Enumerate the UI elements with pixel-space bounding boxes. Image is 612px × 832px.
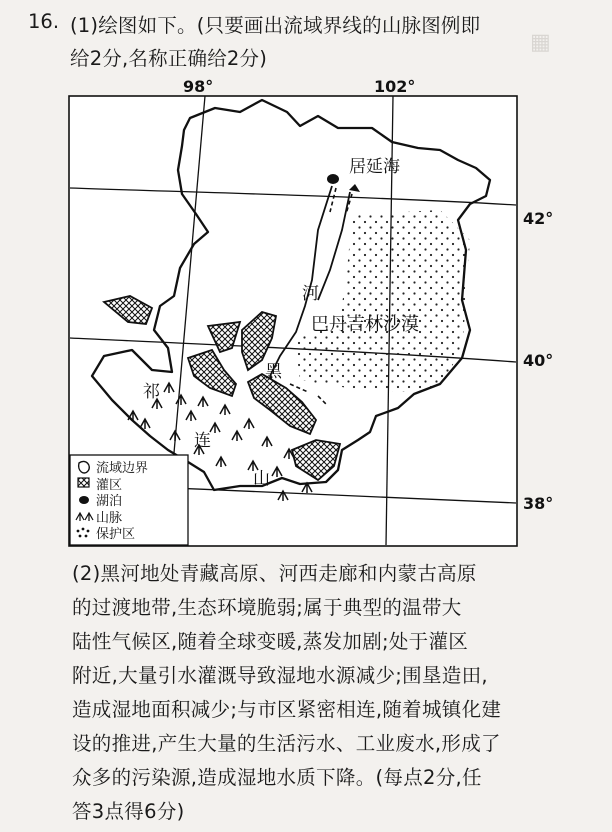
label-hei: 黑	[265, 362, 282, 382]
lake-east-juyan	[327, 174, 339, 184]
answer2-line6: 设的推进,产生大量的生活污水、工业废水,形成了	[72, 732, 501, 755]
legend-label-boundary: 流域边界	[96, 461, 149, 476]
legend-irrigation-icon	[78, 478, 89, 487]
ghost-watermark: ▦	[530, 30, 551, 55]
legend-label-mountain: 山脉	[96, 511, 123, 526]
answer2-line4: 附近,大量引水灌溉导致湿地水源减少;围垦造田,	[72, 664, 488, 687]
question-number: 16.	[28, 10, 60, 33]
lat-label-38: 38°	[523, 494, 554, 513]
lon-label-98: 98°	[183, 77, 214, 96]
answer2-line5: 造成湿地面积减少;与市区紧密相连,随着城镇化建	[72, 698, 502, 721]
part1-line1: (1)绘图如下。(只要画出流域界线的山脉图例即	[70, 14, 481, 37]
legend-label-reserve: 保护区	[96, 527, 136, 542]
label-qi: 祁	[143, 382, 160, 402]
answer2-line1: (2)黑河地处青藏高原、河西走廊和内蒙古高原	[72, 562, 477, 585]
label-shan: 山	[253, 469, 270, 489]
label-lian: 连	[194, 431, 211, 451]
answer2-line2: 的过渡地带,生态环境脆弱;属于典型的温带大	[72, 596, 462, 619]
answer2-line8: 答3点得6分)	[72, 800, 185, 823]
legend-boundary-icon	[79, 461, 90, 473]
label-badain-jaran: 巴丹吉林沙漠	[311, 314, 419, 335]
lat-label-40: 40°	[523, 351, 554, 370]
legend-label-irrigation: 灌区	[96, 478, 123, 493]
legend-label-lake: 湖泊	[96, 494, 123, 509]
lon-label-102: 102°	[374, 77, 416, 96]
legend-lake-icon	[79, 496, 89, 504]
label-juyanhai: 居延海	[349, 157, 400, 177]
lat-label-42: 42°	[523, 209, 554, 228]
answer2-line7: 众多的污染源,造成湿地水质下降。(每点2分,任	[72, 766, 482, 789]
part1-line2: 给2分,名称正确给2分)	[70, 47, 268, 70]
answer2-line3: 陆性气候区,随着全球变暖,蒸发加剧;处于灌区	[72, 630, 469, 653]
label-he: 河	[302, 284, 319, 304]
